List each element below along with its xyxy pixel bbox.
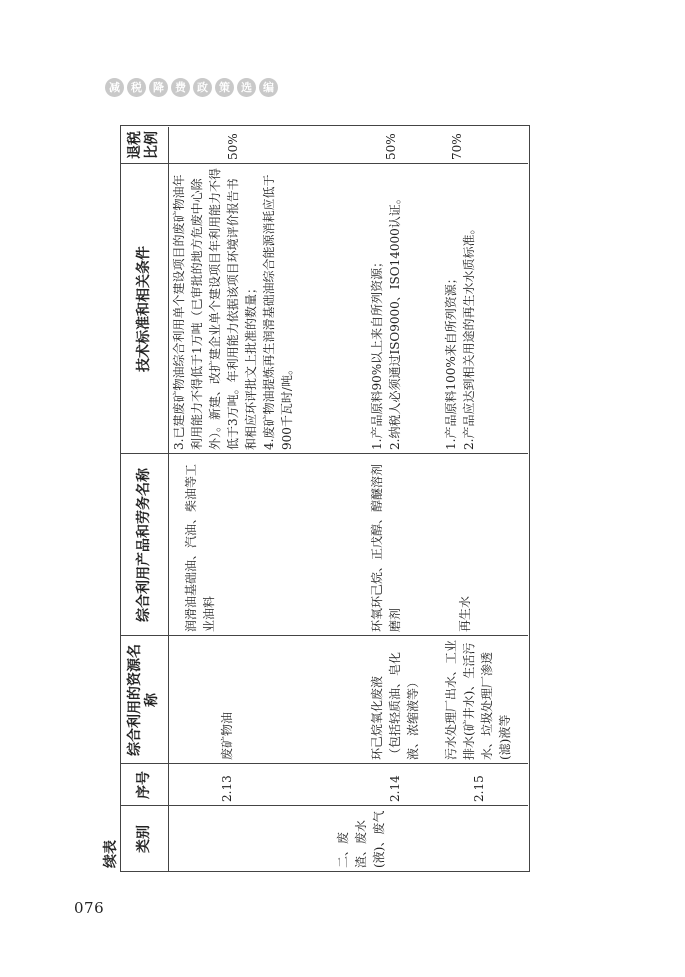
header-char: 策 — [215, 78, 234, 97]
page-number: 076 — [74, 899, 105, 917]
header-standard: 技术标准和相关条件 — [135, 246, 152, 372]
row-seq: 2.15 — [472, 775, 486, 802]
landscape-table — [103, 125, 530, 872]
col-divider — [120, 805, 528, 806]
row-resource: 环己烷氧化废液 — [370, 675, 384, 760]
col-divider — [120, 763, 528, 764]
header-char: 政 — [193, 78, 212, 97]
row-resource: 废矿物油 — [220, 711, 234, 760]
header-char: 选 — [237, 78, 256, 97]
rotated-table-area — [103, 125, 530, 872]
row-product: 环氧环己烷、正戊醇、醇醚溶剂 — [370, 463, 384, 632]
header-category: 类别 — [135, 825, 152, 853]
condition-item: 1.产品原料100%来自所列资源； — [444, 272, 458, 450]
row-seq: 2.14 — [388, 775, 402, 802]
condition-item: 4.废矿物油提炼再生润滑基础油综合能源消耗应低于900千瓦时/吨。 — [262, 174, 294, 450]
header-char: 编 — [259, 78, 278, 97]
table-caption: 续表 — [103, 840, 119, 868]
book-header — [105, 78, 278, 97]
condition-item: 3.已建废矿物油综合利用单个建设项目的废矿物油年利用能力不得低于1万吨（已审批的地方危废中心除外）。新建、改扩建企业单个建设项目年利用能力不得低于3万吨。年利用能力依据该项目环境评价报告书和相应环评批文上批准的数量； — [172, 167, 258, 450]
header-char: 税 — [127, 78, 146, 97]
row-resource: 污水处理厂出水、工业排水(矿井水)、生活污水、垃圾处理厂渗透(滤)液等 — [444, 639, 512, 760]
row-product: 再生水 — [458, 595, 472, 632]
row-conditions — [170, 168, 296, 450]
condition-item: 2.产品应达到相关用途的再生水水质标准。 — [462, 222, 476, 450]
header-rule — [168, 127, 169, 872]
header-char: 减 — [105, 78, 124, 97]
row-resource-extra: （包括轻质油、皂化液、浓缩液等） — [388, 651, 420, 760]
header-rate: 退税比例 — [127, 131, 160, 159]
col-divider — [120, 163, 528, 164]
row-rate: 50% — [384, 133, 398, 160]
row-rate: 70% — [450, 133, 464, 160]
header-resource: 综合利用的资源名称 — [127, 644, 160, 756]
category-cell: 二、废渣、废水(液)、废气 — [336, 810, 386, 868]
row-conditions — [368, 168, 404, 450]
condition-item: 2.纳税人必须通过ISO9000、ISO14000认证。 — [388, 192, 402, 450]
condition-item: 1.产品原料90%以上来自所列资源； — [370, 255, 384, 450]
row-conditions — [442, 168, 478, 450]
row-rate: 50% — [226, 133, 240, 160]
header-char: 降 — [149, 78, 168, 97]
row-product: 润滑油基础油、汽油、柴油等工业油料 — [184, 463, 216, 632]
header-product: 综合利用产品和劳务名称 — [135, 468, 152, 622]
row-seq: 2.13 — [220, 775, 234, 802]
header-char: 费 — [171, 78, 190, 97]
header-seq: 序号 — [135, 771, 152, 799]
col-divider — [120, 453, 528, 454]
row-product-extra: 磨剂 — [388, 607, 402, 632]
